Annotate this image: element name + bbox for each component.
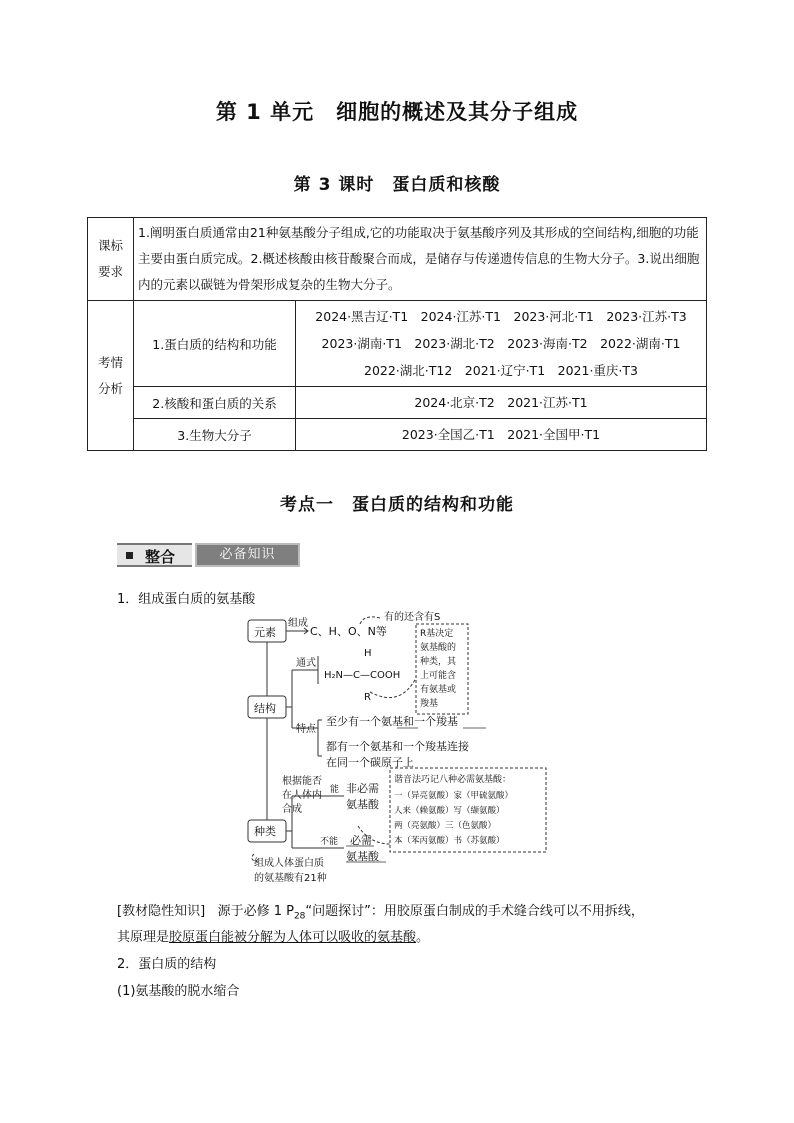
elements-note: 有的还含有S — [384, 612, 441, 623]
exam-item-3: 3.生物大分子 — [134, 419, 296, 451]
cannot-label: 不能 — [320, 837, 339, 847]
curriculum-label-text: 课标 要求 — [97, 238, 123, 279]
exam-item-1: 1.蛋白质的结构和功能 — [134, 301, 296, 387]
count-note-line: 组成人体蛋白质 — [254, 858, 324, 869]
can-label: 能 — [330, 785, 340, 795]
banner-left — [117, 543, 192, 567]
formula-edge-label: 通式 — [296, 658, 316, 669]
nonessential-a: 非必需 — [346, 782, 379, 795]
essential-b: 氨基酸 — [346, 850, 379, 863]
exam-list-3 — [296, 419, 707, 451]
formula-mid: H₂N—C—COOH — [324, 670, 401, 681]
elements-box-label: 元素 — [254, 626, 276, 639]
exam-label-text: 考情 分析 — [97, 354, 123, 396]
heading-protein-structure: 2．蛋白质的结构 — [117, 957, 217, 972]
heading-amino-acids: 1．组成蛋白质的氨基酸 — [117, 592, 256, 607]
hidden-knowledge-end: 。 — [416, 930, 430, 945]
r-note-line: 氨基酸的 — [420, 643, 457, 653]
mnemonic-line: 一（异亮氨酸）家（甲硫氨酸） — [394, 791, 514, 801]
curriculum-text: 1.阐明蛋白质通常由21种氨基酸分子组成,它的功能取决于氨基酸序列及其形成的空间结构,细胞的功能主要由蛋白质完成。2.概述核酸由核苷酸聚合而成，是储存与传递遗传信息的生物大分子。3.说出细胞内的元素以碳链为骨架形成复杂的生物大分子。 — [134, 218, 707, 301]
exam-line: 2023·全国乙·T1 2021·全国甲·T1 — [401, 427, 601, 442]
exam-line: 2024·黑吉辽·T1 2024·江苏·T1 2023·河北·T1 2023·江苏·T3 — [315, 309, 687, 324]
section-title: 考点一 蛋白质的结构和功能 — [280, 495, 514, 515]
hidden-knowledge-sub: 28 — [293, 911, 306, 922]
exam-line: 2024·北京·T2 2021·江苏·T1 — [414, 395, 588, 410]
r-note-line: 上可能含 — [420, 671, 457, 681]
type-criteria-line: 合成 — [282, 804, 302, 815]
feature-1: 至少有一个氨基和一个羧基 — [326, 715, 458, 728]
exam-list-2 — [296, 387, 707, 419]
standards-table — [87, 217, 707, 451]
mnemonic-line: 人来（赖氨酸）写（缬氨酸） — [394, 806, 505, 816]
formula-bottom: R — [364, 692, 371, 703]
banner-right-label: 必备知识 — [195, 543, 300, 567]
r-note-line: 有氨基或 — [420, 685, 457, 695]
hidden-knowledge-tag: [教材隐性知识] — [117, 904, 206, 919]
mnemonic-line: 本（苯丙氨酸）书（苏氨酸） — [394, 836, 505, 846]
hidden-knowledge-text2: “问题探讨”：用胶原蛋白制成的手术缝合线可以不用拆线， — [305, 904, 644, 919]
hidden-knowledge-text3: 其原理是 — [117, 930, 170, 945]
banner-left-label: 整合 — [145, 548, 176, 566]
knowledge-banner — [117, 543, 300, 567]
exam-line: 2023·湖南·T1 2023·湖北·T2 2023·海南·T2 2022·湖南·T1 — [321, 336, 681, 351]
elements-edge-label: 组成 — [288, 618, 308, 629]
hidden-knowledge-text1: 源于必修 1 P — [217, 904, 294, 919]
unit-title: 第 1 单元 细胞的概述及其分子组成 — [215, 100, 579, 124]
count-note-line: 的氨基酸有21种 — [254, 873, 327, 884]
exam-list-1 — [296, 301, 707, 387]
r-note-line: 种类，其 — [420, 657, 457, 667]
type-criteria-line: 在人体内 — [282, 790, 322, 801]
feature-2a: 都有一个氨基和一个羧基连接 — [326, 740, 469, 753]
hidden-knowledge-line2 — [117, 926, 429, 945]
type-criteria-line: 根据能否 — [282, 776, 322, 787]
formula-top: H — [364, 648, 372, 659]
hidden-knowledge-answer: 胶原蛋白能被分解为人体可以吸收的氨基酸 — [169, 930, 417, 945]
square-bullet-icon — [126, 552, 133, 559]
nonessential-b: 氨基酸 — [346, 798, 379, 811]
elements-value: C、H、O、N等 — [310, 625, 387, 638]
mnemonic-line: 谐音法巧记八种必需氨基酸： — [394, 775, 512, 785]
mnemonic-line: 两（亮氨酸）三（色氨酸） — [394, 821, 497, 831]
curriculum-label — [88, 218, 134, 301]
r-note-line: R基决定 — [420, 629, 454, 639]
lesson-title: 第 3 课时 蛋白质和核酸 — [293, 175, 501, 195]
r-note-line: 羧基 — [420, 699, 439, 709]
structure-box-label: 结构 — [254, 702, 276, 715]
essential-a: 必需 — [350, 834, 372, 847]
feature-2b: 在同一个碳原子上 — [326, 756, 414, 769]
exam-line: 2022·湖北·T12 2021·辽宁·T1 2021·重庆·T3 — [364, 363, 638, 378]
feature-edge-label: 特点 — [296, 724, 316, 735]
heading-dehydration: (1)氨基酸的脱水缩合 — [117, 984, 240, 999]
amino-acid-diagram — [240, 608, 560, 890]
types-box-label: 种类 — [254, 825, 276, 838]
exam-item-2: 2.核酸和蛋白质的关系 — [134, 387, 296, 419]
exam-label — [88, 301, 134, 451]
hidden-knowledge-line1 — [117, 900, 697, 922]
